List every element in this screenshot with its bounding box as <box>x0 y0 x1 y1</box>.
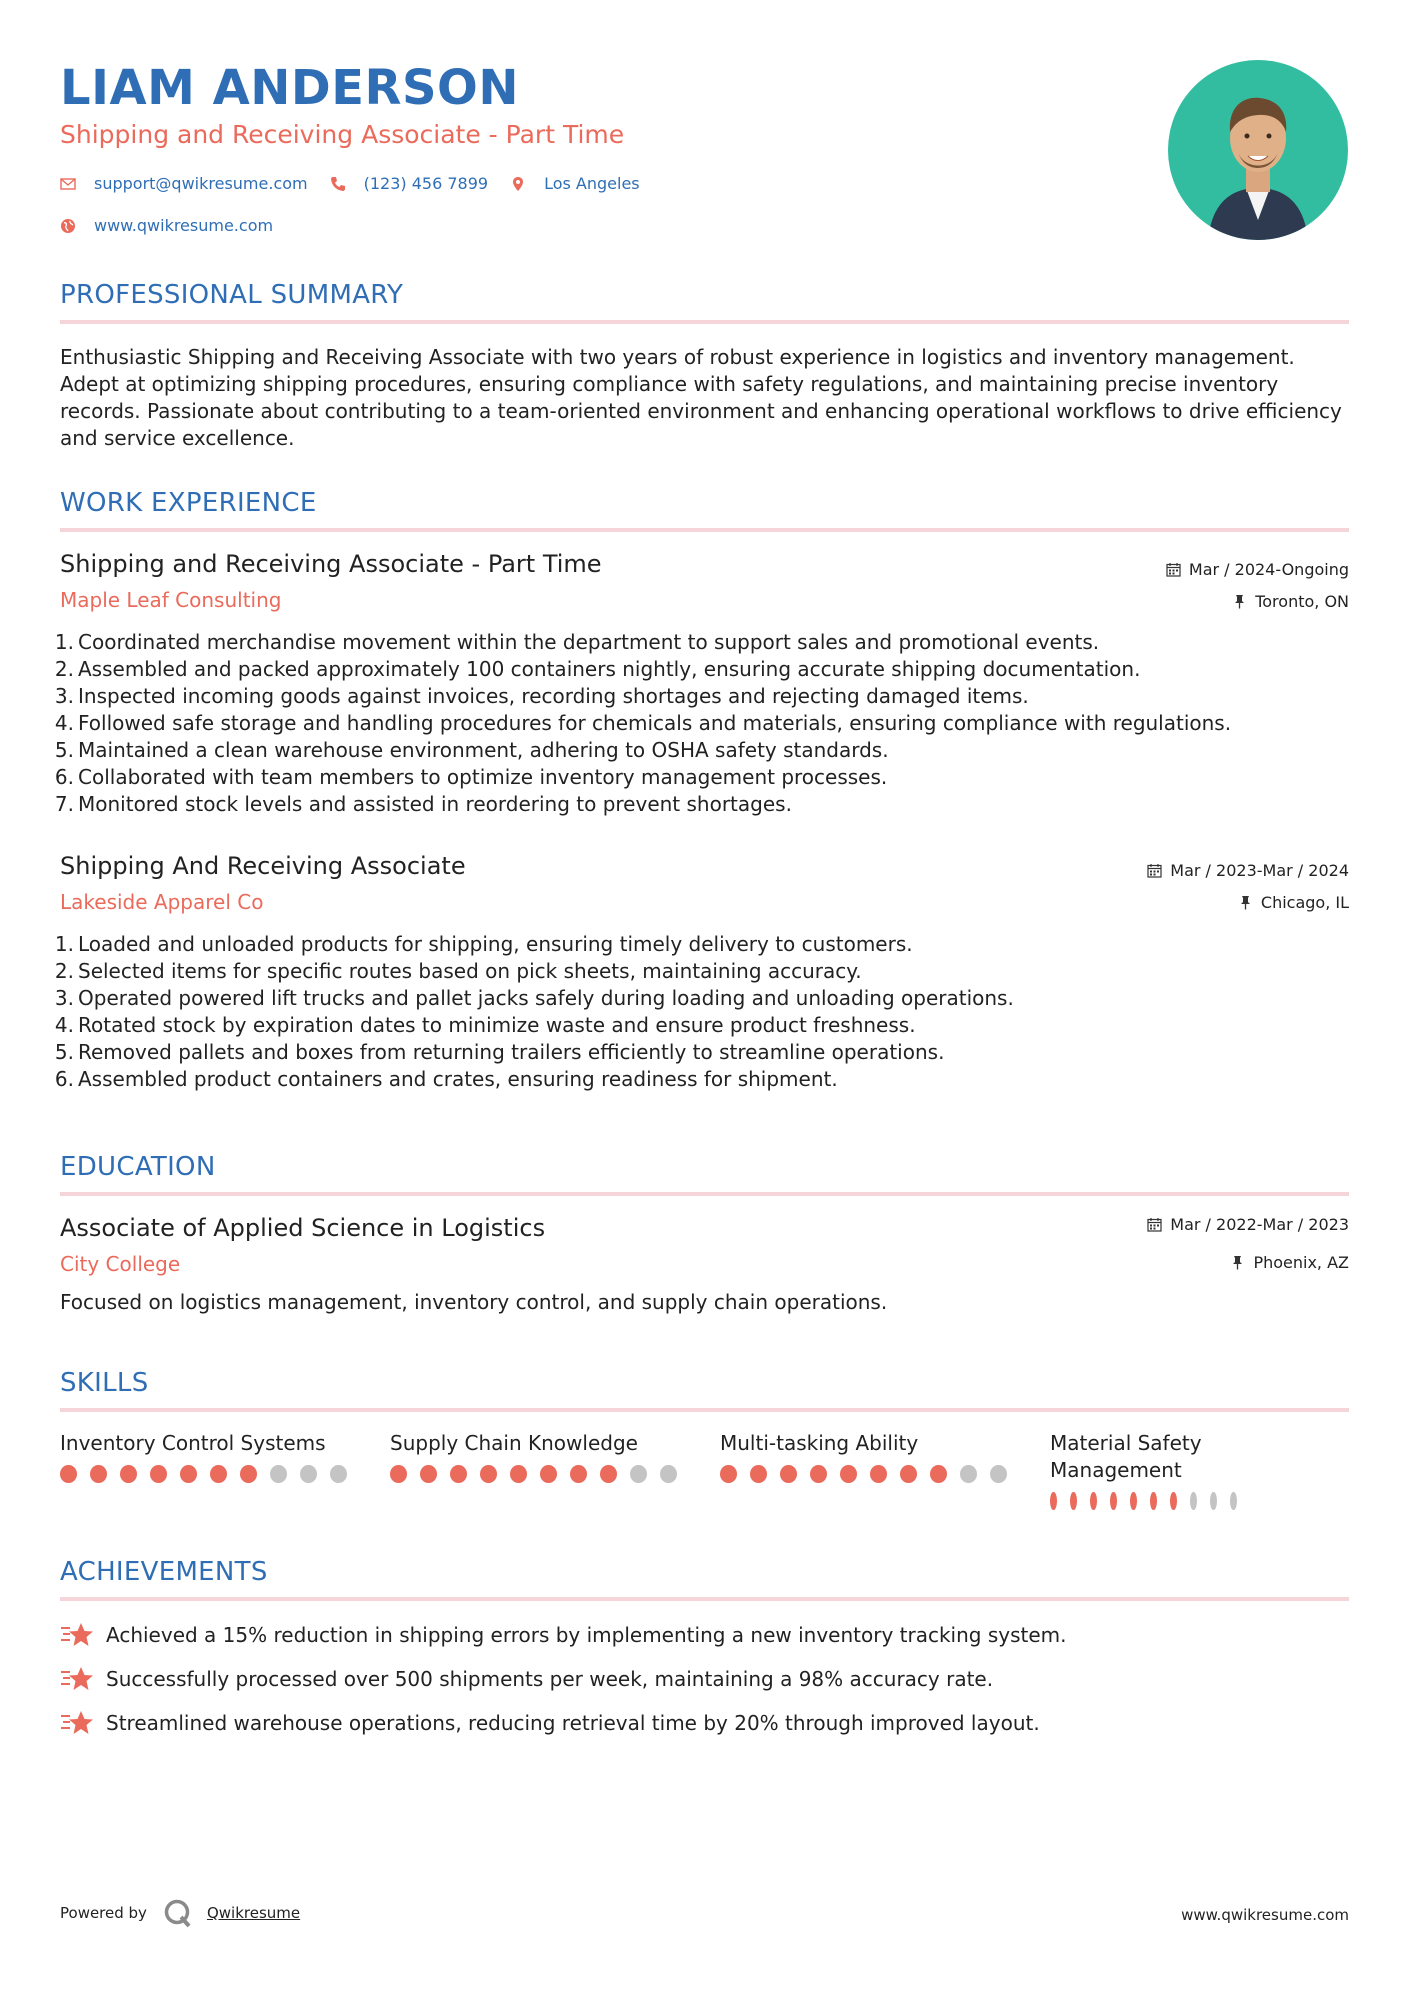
rating-dot <box>1070 1492 1077 1510</box>
degree-title: Associate of Applied Science in Logistics <box>60 1214 546 1242</box>
education-location <box>1230 1253 1349 1272</box>
skill-item <box>720 1430 1020 1483</box>
rating-dot <box>330 1465 347 1483</box>
section-divider <box>60 1597 1349 1601</box>
list-item: 5. Maintained a clean warehouse environment, adhering to OSHA safety standards. <box>54 738 889 762</box>
phone-number[interactable]: (123) 456 7899 <box>363 174 489 193</box>
section-divider <box>60 1192 1349 1196</box>
section-divider <box>60 320 1349 324</box>
rating-dot <box>180 1465 197 1483</box>
list-item: 6. Collaborated with team members to optimize inventory management processes. <box>54 765 888 789</box>
qwikresume-logo-icon <box>163 1898 193 1928</box>
rating-dot <box>1090 1492 1097 1510</box>
list-item: 1. Loaded and unloaded products for shipping, ensuring timely delivery to customers. <box>54 932 913 956</box>
calendar-icon <box>1166 562 1181 577</box>
email-link[interactable]: support@qwikresume.com <box>94 174 308 193</box>
achievement-item <box>60 1708 1040 1738</box>
rating-dot <box>1170 1492 1177 1510</box>
pushpin-icon <box>1230 1255 1245 1270</box>
skills-heading: SKILLS <box>60 1368 149 1398</box>
rating-dot <box>870 1465 887 1483</box>
footer-branding <box>60 1898 300 1928</box>
pushpin-icon <box>1232 594 1247 609</box>
list-item: 3. Inspected incoming goods against invoices, recording shortages and rejecting damaged items. <box>54 684 1029 708</box>
location-text: Chicago, IL <box>1260 893 1349 912</box>
location-text: Phoenix, AZ <box>1253 1253 1349 1272</box>
company-name: Maple Leaf Consulting <box>60 588 282 612</box>
achievement-item <box>60 1620 1067 1650</box>
footer-url[interactable]: www.qwikresume.com <box>1181 1906 1349 1924</box>
achievement-text: Achieved a 15% reduction in shipping errors by implementing a new inventory tracking system. <box>106 1623 1067 1647</box>
skill-rating <box>60 1465 360 1483</box>
education-heading: EDUCATION <box>60 1152 216 1182</box>
rating-dot <box>990 1465 1007 1483</box>
job-location <box>1232 592 1349 611</box>
envelope-icon <box>60 176 76 192</box>
rating-dot <box>1130 1492 1137 1510</box>
rating-dot <box>1230 1492 1237 1510</box>
rating-dot <box>630 1465 647 1483</box>
experience-heading: WORK EXPERIENCE <box>60 488 317 518</box>
list-item: 4. Followed safe storage and handling procedures for chemicals and materials, ensuring compliance with regulations. <box>54 711 1232 735</box>
achievement-text: Streamlined warehouse operations, reducing retrieval time by 20% through improved layout. <box>106 1711 1040 1735</box>
rating-dot <box>720 1465 737 1483</box>
rating-dot <box>540 1465 557 1483</box>
skill-name: Multi-tasking Ability <box>720 1431 919 1455</box>
skill-rating <box>1050 1492 1250 1510</box>
calendar-icon <box>1147 1217 1162 1232</box>
phone-icon <box>330 176 346 192</box>
rating-dot <box>240 1465 257 1483</box>
list-item: 3. Operated powered lift trucks and pallet jacks safely during loading and unloading operations. <box>54 986 1014 1010</box>
dates-text: Mar / 2022-Mar / 2023 <box>1170 1215 1349 1234</box>
skill-item <box>1050 1430 1250 1510</box>
rating-dot <box>750 1465 767 1483</box>
pushpin-icon <box>1238 895 1253 910</box>
list-item: 4. Rotated stock by expiration dates to minimize waste and ensure product freshness. <box>54 1013 916 1037</box>
section-divider <box>60 1408 1349 1412</box>
achievement-item <box>60 1664 993 1694</box>
website-link[interactable]: www.qwikresume.com <box>94 216 274 235</box>
rating-dot <box>810 1465 827 1483</box>
company-name: Lakeside Apparel Co <box>60 890 264 914</box>
rating-dot <box>660 1465 677 1483</box>
rating-dot <box>960 1465 977 1483</box>
person-portrait-icon <box>1168 60 1348 240</box>
brand-link[interactable]: Qwikresume <box>206 1904 301 1922</box>
rating-dot <box>480 1465 497 1483</box>
summary-text: Enthusiastic Shipping and Receiving Associate with two years of robust experience in logistics and inventory management. Adept at optimizing shipping procedures, ensuring compliance with safety regulations, and maintaining precise inventory records. Passionate about contributing to a team-oriented environment and enhancing operational workflows to drive efficiency and service excellence. <box>60 345 1342 450</box>
rating-dot <box>390 1465 407 1483</box>
location-text: Los Angeles <box>544 174 640 193</box>
rating-dot <box>600 1465 617 1483</box>
candidate-role: Shipping and Receiving Associate - Part Time <box>60 120 625 149</box>
dates-text: Mar / 2024-Ongoing <box>1188 560 1349 579</box>
job-location <box>1238 893 1349 912</box>
rating-dot <box>570 1465 587 1483</box>
rating-dot <box>510 1465 527 1483</box>
list-item: 2. Assembled and packed approximately 100 containers nightly, ensuring accurate shipping documentation. <box>54 657 1141 681</box>
globe-icon <box>60 218 76 234</box>
skill-name: Material Safety Management <box>1050 1431 1202 1482</box>
list-item: 1. Coordinated merchandise movement within the department to support sales and promotional events. <box>54 630 1100 654</box>
job-title: Shipping and Receiving Associate - Part Time <box>60 550 602 578</box>
job-duties-list <box>54 931 1348 1093</box>
rating-dot <box>1210 1492 1217 1510</box>
rating-dot <box>270 1465 287 1483</box>
skill-item <box>390 1430 690 1483</box>
rating-dot <box>1050 1492 1057 1510</box>
map-pin-icon <box>510 176 526 192</box>
skill-name: Supply Chain Knowledge <box>390 1431 638 1455</box>
rating-dot <box>150 1465 167 1483</box>
rating-dot <box>780 1465 797 1483</box>
rating-dot <box>1110 1492 1117 1510</box>
school-name: City College <box>60 1252 181 1276</box>
summary-heading: PROFESSIONAL SUMMARY <box>60 280 404 310</box>
list-item: 2. Selected items for specific routes based on pick sheets, maintaining accuracy. <box>54 959 862 983</box>
skill-rating <box>720 1465 1020 1483</box>
section-divider <box>60 528 1349 532</box>
rating-dot <box>210 1465 227 1483</box>
job-duties-list <box>54 629 1348 818</box>
list-item: 7. Monitored stock levels and assisted in reordering to prevent shortages. <box>54 792 792 816</box>
candidate-name: LIAM ANDERSON <box>60 60 520 116</box>
education-dates <box>1147 1215 1349 1234</box>
location-text: Toronto, ON <box>1255 592 1349 611</box>
rating-dot <box>60 1465 77 1483</box>
shooting-star-icon <box>60 1620 94 1650</box>
profile-photo <box>1168 60 1348 240</box>
calendar-icon <box>1147 863 1162 878</box>
rating-dot <box>930 1465 947 1483</box>
skill-name: Inventory Control Systems <box>60 1431 326 1455</box>
contact-row <box>60 174 662 193</box>
rating-dot <box>300 1465 317 1483</box>
website-row <box>60 216 295 235</box>
rating-dot <box>900 1465 917 1483</box>
rating-dot <box>90 1465 107 1483</box>
powered-by-label: Powered by <box>60 1904 147 1922</box>
list-item: 5. Removed pallets and boxes from returning trailers efficiently to streamline operations. <box>54 1040 945 1064</box>
rating-dot <box>1150 1492 1157 1510</box>
job-dates <box>1166 560 1349 579</box>
dates-text: Mar / 2023-Mar / 2024 <box>1170 861 1349 880</box>
list-item: 6. Assembled product containers and crates, ensuring readiness for shipment. <box>54 1067 838 1091</box>
skill-item <box>60 1430 360 1483</box>
shooting-star-icon <box>60 1708 94 1738</box>
job-title: Shipping And Receiving Associate <box>60 852 466 880</box>
rating-dot <box>420 1465 437 1483</box>
shooting-star-icon <box>60 1664 94 1694</box>
job-dates <box>1147 861 1349 880</box>
rating-dot <box>1190 1492 1197 1510</box>
education-description: Focused on logistics management, inventory control, and supply chain operations. <box>60 1290 888 1314</box>
rating-dot <box>120 1465 137 1483</box>
achievement-text: Successfully processed over 500 shipments per week, maintaining a 98% accuracy rate. <box>106 1667 994 1691</box>
skill-rating <box>390 1465 690 1483</box>
achievements-heading: ACHIEVEMENTS <box>60 1557 268 1587</box>
rating-dot <box>840 1465 857 1483</box>
rating-dot <box>450 1465 467 1483</box>
